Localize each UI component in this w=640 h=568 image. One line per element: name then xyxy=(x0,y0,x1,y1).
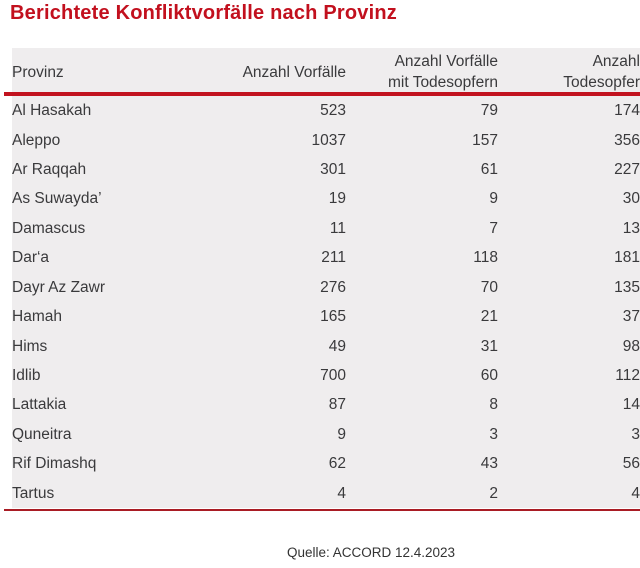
table-row xyxy=(12,478,640,507)
province-cell: As Suwayda’ xyxy=(12,190,102,208)
value-cell: 3 xyxy=(489,425,498,443)
value-cell: 37 xyxy=(622,308,640,326)
value-cell: 523 xyxy=(320,102,346,120)
table-row xyxy=(12,273,640,302)
value-cell: 3 xyxy=(631,425,640,443)
column-header-provinz: Provinz xyxy=(12,63,64,81)
value-cell: 4 xyxy=(337,484,346,502)
table-row xyxy=(12,420,640,449)
header-line-2: Todesopfer xyxy=(563,74,640,91)
province-cell: Aleppo xyxy=(12,131,61,149)
value-cell: 21 xyxy=(480,308,498,326)
value-cell: 61 xyxy=(480,161,498,179)
value-cell: 700 xyxy=(320,367,346,384)
value-cell: 56 xyxy=(622,455,640,473)
column-header-vorfaelle-mit-todesopfern xyxy=(346,48,498,96)
province-cell: Al Hasakah xyxy=(12,102,92,120)
value-cell: 227 xyxy=(614,161,640,179)
table-row xyxy=(12,243,640,272)
value-cell: 87 xyxy=(328,396,346,414)
province-cell: Quneitra xyxy=(12,425,72,443)
table-row xyxy=(12,184,640,213)
province-cell: Hims xyxy=(12,337,48,355)
table-container xyxy=(12,48,640,508)
value-cell: 118 xyxy=(473,249,498,267)
conflict-incidents-table xyxy=(12,48,640,508)
table-row xyxy=(12,449,640,478)
value-cell: 7 xyxy=(489,219,498,237)
header-divider-rule xyxy=(4,92,640,96)
value-cell: 14 xyxy=(622,396,640,414)
value-cell: 98 xyxy=(622,337,640,355)
table-row xyxy=(12,96,640,125)
table-body xyxy=(12,96,640,508)
value-cell: 157 xyxy=(472,131,498,149)
value-cell: 13 xyxy=(622,219,640,237)
province-cell: Tartus xyxy=(12,484,55,502)
table-row xyxy=(12,302,640,331)
province-cell: Dar‘a xyxy=(12,249,50,267)
column-header-anzahl-vorfaelle: Anzahl Vorfälle xyxy=(242,63,346,81)
value-cell: 9 xyxy=(337,425,346,443)
header-line-1: Anzahl xyxy=(592,53,640,70)
value-cell: 49 xyxy=(328,337,346,355)
table-bottom-rule xyxy=(4,509,640,511)
value-cell: 43 xyxy=(480,455,498,473)
value-cell: 2 xyxy=(489,484,498,502)
value-cell: 19 xyxy=(328,190,346,208)
value-cell: 135 xyxy=(614,278,640,296)
figure-title: Berichtete Konfliktvorfälle nach Provinz xyxy=(10,2,397,24)
value-cell: 31 xyxy=(480,337,498,355)
value-cell: 62 xyxy=(328,455,346,473)
value-cell: 8 xyxy=(489,396,498,414)
header-line-1: Anzahl Vorfälle xyxy=(394,53,498,70)
value-cell: 356 xyxy=(614,131,640,149)
value-cell: 165 xyxy=(320,308,346,326)
province-cell: Rif Dimashq xyxy=(12,455,97,473)
header-line-2: mit Todesopfern xyxy=(388,74,498,91)
value-cell: 79 xyxy=(480,102,498,120)
table-row xyxy=(12,331,640,360)
value-cell: 112 xyxy=(615,367,640,384)
province-cell: Damascus xyxy=(12,219,86,237)
table-row xyxy=(12,390,640,419)
value-cell: 301 xyxy=(320,161,346,179)
province-cell: Hamah xyxy=(12,308,62,326)
value-cell: 211 xyxy=(321,249,346,267)
province-cell: Idlib xyxy=(12,367,41,384)
table-row xyxy=(12,361,640,390)
table-row xyxy=(12,125,640,154)
value-cell: 181 xyxy=(614,249,640,267)
value-cell: 9 xyxy=(489,190,498,208)
province-cell: Lattakia xyxy=(12,396,67,414)
province-cell: Dayr Az Zawr xyxy=(12,278,106,296)
header-row xyxy=(12,48,640,96)
value-cell: 174 xyxy=(614,102,640,120)
value-cell: 60 xyxy=(480,367,498,384)
source-caption: Quelle: ACCORD 12.4.2023 xyxy=(286,545,456,560)
table-header xyxy=(12,48,640,96)
value-cell: 11 xyxy=(329,219,346,237)
table-row xyxy=(12,214,640,243)
province-cell: Ar Raqqah xyxy=(12,161,87,179)
value-cell: 276 xyxy=(320,278,346,296)
column-header-anzahl-todesopfer xyxy=(498,48,640,96)
value-cell: 4 xyxy=(631,484,640,502)
value-cell: 30 xyxy=(622,190,640,208)
table-row xyxy=(12,155,640,184)
value-cell: 1037 xyxy=(311,131,346,149)
value-cell: 70 xyxy=(480,278,498,296)
